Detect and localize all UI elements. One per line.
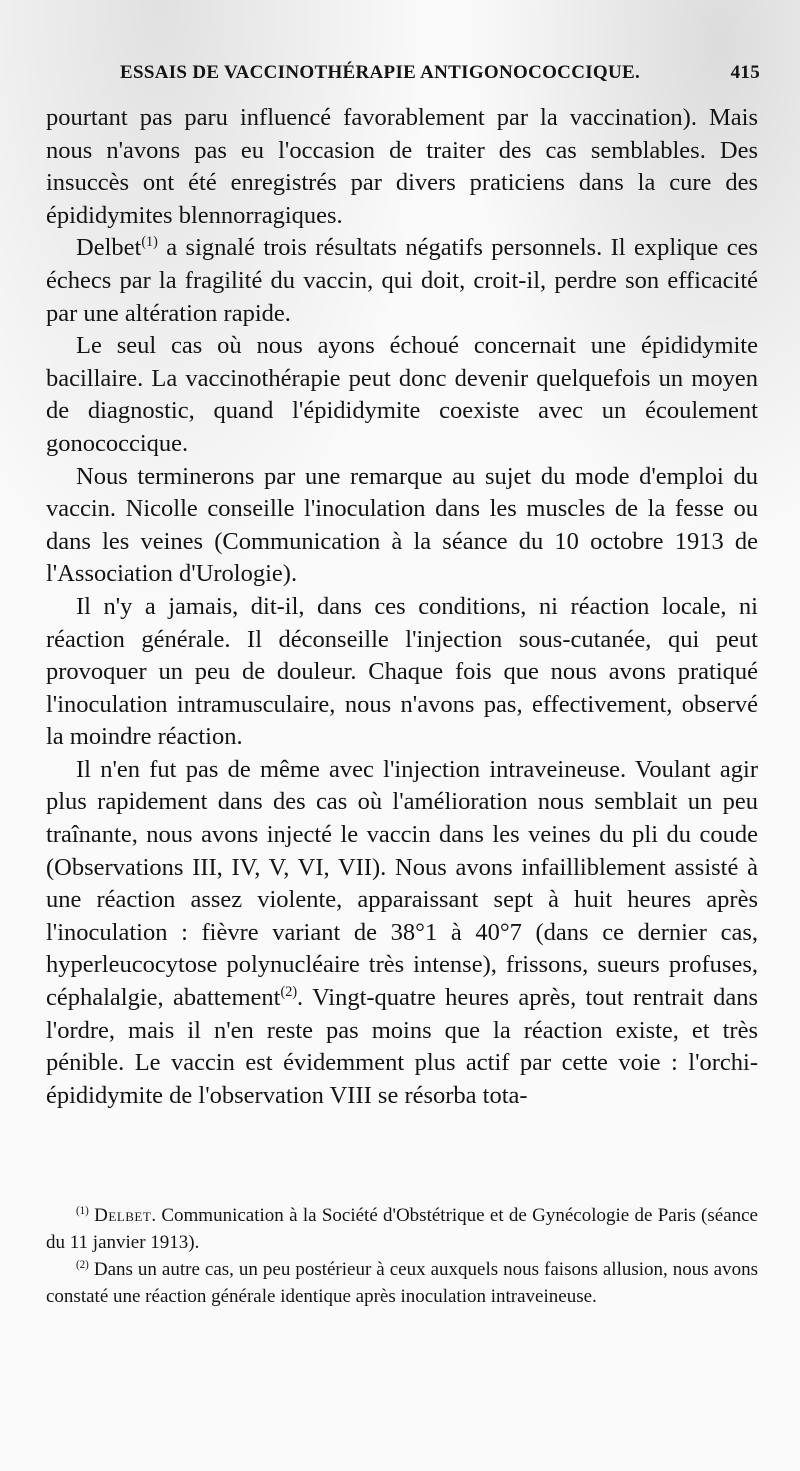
paragraph-6-end: . Vingt-quatre heures après, tout rentrait dans l'ordre, mais il n'en reste pas moins que la réaction existe, et très pénible. Le vaccin est évidemment plus actif par cette voie : l'orchi-épididymite de l'observation VIII se résorba tota- xyxy=(46,984,758,1109)
paragraph-2-start: Delbet xyxy=(76,234,142,262)
paragraph-2 xyxy=(46,232,758,330)
footnote-1 xyxy=(46,1202,758,1256)
footnote-2-marker: (2) xyxy=(76,1258,89,1271)
footnotes xyxy=(46,1202,758,1310)
footnote-2-text: Dans un autre cas, un peu postérieur à ceux auxquels nous faisons allusion, nous avons constaté une réaction générale identique après inoculation intraveineuse. xyxy=(46,1259,758,1307)
paragraph-4: Nous terminerons par une remarque au sujet du mode d'emploi du vaccin. Nicolle conseille l'inoculation dans les muscles de la fesse ou dans les veines (Communication à la séance du 10 octobre 1913 de l'Association d'Urologie). xyxy=(46,462,758,588)
footnote-1-text: . Communication à la Société d'Obstétrique et de Gynécologie de Paris (séance du 11 janvier 1913). xyxy=(46,1205,758,1253)
paragraph-2-end: a signalé trois résultats négatifs personnels. Il explique ces échecs par la fragilité du vaccin, qui doit, croit-il, perdre son efficacité par une altération rapide. xyxy=(46,234,758,327)
paragraph-3: Le seul cas où nous ayons échoué concernait une épididymite bacillaire. La vaccinothérapie peut donc devenir quelquefois un moyen de diagnostic, quand l'épididymite coexiste avec un écoulement gonococcique. xyxy=(46,332,758,457)
running-title: ESSAIS DE VACCINOTHÉRAPIE ANTIGONOCOCCIQUE. xyxy=(120,62,641,83)
running-head xyxy=(120,62,760,86)
footnote-2 xyxy=(46,1256,758,1310)
footnote-ref-1: (1) xyxy=(141,234,158,251)
paragraph-5: Il n'y a jamais, dit-il, dans ces conditions, ni réaction locale, ni réaction générale. Il déconseille l'injection sous-cutanée, qui peut provoquer un peu de douleur. Chaque fois que nous avons pratiqué l'inoculation intramusculaire, nous n'avons pas, effectivement, observé la moindre réaction. xyxy=(46,592,758,751)
footnote-1-author: Delbet xyxy=(94,1205,152,1226)
page-number: 415 xyxy=(730,62,760,83)
paragraph-1: pourtant pas paru influencé favorablement par la vaccination). Mais nous n'avons pas eu l'occasion de traiter des cas semblables. Des insuccès ont été enregistrés par divers praticiens dans la cure des épididymites blennorragiques. xyxy=(46,104,758,229)
paragraph-6 xyxy=(46,754,758,1113)
footnote-1-marker: (1) xyxy=(76,1204,89,1217)
body-text xyxy=(46,102,758,1112)
paragraph-6-start: Il n'en fut pas de même avec l'injection intraveineuse. Voulant agir plus rapidement dans des cas où l'amélioration nous semblait un peu traînante, nous avons injecté le vaccin dans les veines du pli du coude (Observations III, IV, V, VI, VII). Nous avons infailliblement assisté à une réaction assez violente, apparaissant sept à huit heures après l'inoculation : fièvre variant de 38°1 à 40°7 (dans ce dernier cas, hyperleucocytose polynucléaire très intense), frissons, sueurs profuses, céphalalgie, abattement xyxy=(46,755,758,1012)
footnote-ref-2: (2) xyxy=(280,983,298,1000)
